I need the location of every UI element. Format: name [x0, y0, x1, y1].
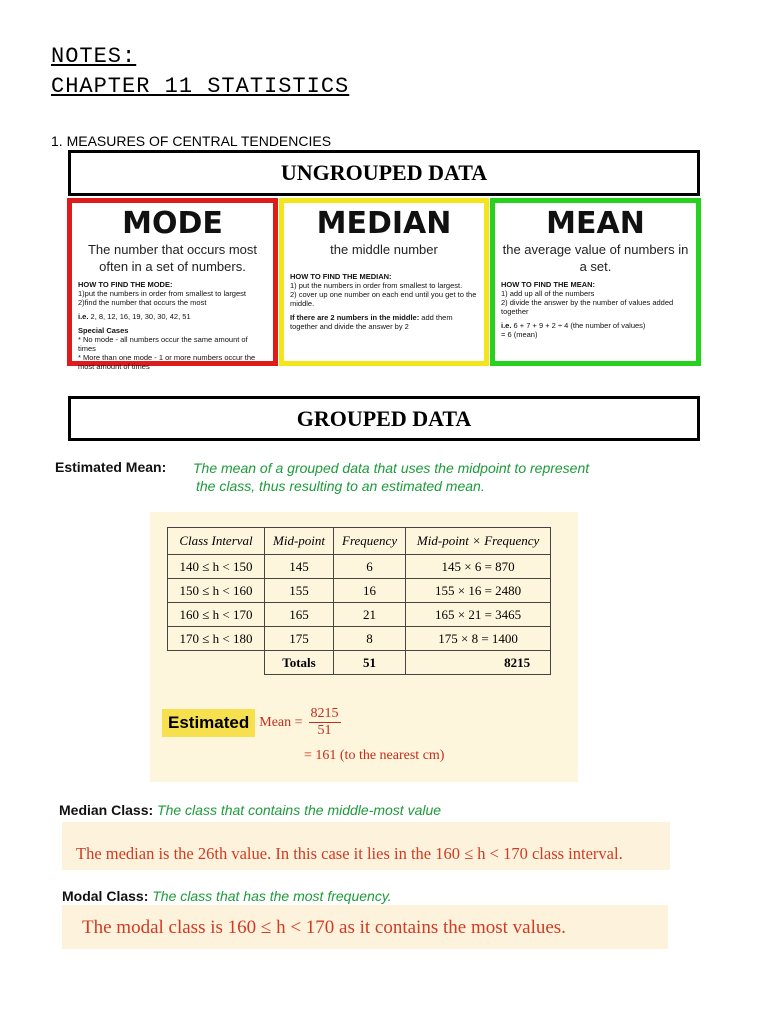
cell-interval: 150 ≤ h < 160	[168, 579, 265, 603]
median-step-2: 2) cover up one number on each end until you get to the middle.	[290, 290, 477, 308]
section-heading: 1. MEASURES OF CENTRAL TENDENCIES	[51, 133, 332, 149]
mode-step-1: 1)put the numbers in order from smallest to largest	[78, 289, 246, 298]
header-midpoint: Mid-point	[265, 528, 334, 555]
median-class-line	[59, 801, 441, 819]
mode-howto-heading: HOW TO FIND THE MODE:	[78, 280, 173, 289]
mode-subtitle: The number that occurs most often in a set of numbers.	[87, 242, 258, 274]
table-row	[168, 579, 551, 603]
header-class-interval: Class Interval	[168, 528, 265, 555]
table-row	[168, 603, 551, 627]
modal-statement-box	[62, 905, 668, 949]
cell-midpoint: 165	[265, 603, 334, 627]
mean-title: MEAN	[546, 206, 645, 241]
mean-card	[490, 198, 701, 366]
mean-example: 6 + 7 + 9 + 2 ÷ 4 (the number of values)	[513, 321, 646, 330]
estimated-mean-result: = 161 (to the nearest cm)	[304, 748, 445, 763]
mean-subtitle: the average value of numbers in a set.	[502, 242, 689, 274]
estimated-mean-label: Estimated Mean:	[55, 459, 167, 475]
cell-interval: 160 ≤ h < 170	[168, 603, 265, 627]
mode-special-heading: Special Cases	[78, 326, 129, 335]
estimated-mean-formula	[162, 706, 341, 739]
estimated-highlight: Estimated	[162, 709, 255, 737]
chapter-title: CHAPTER 11 STATISTICS	[51, 74, 350, 99]
estimated-mean-definition	[193, 459, 713, 495]
estimated-mean-panel	[150, 512, 578, 782]
median-class-label: Median Class:	[59, 802, 154, 818]
median-subtitle: the middle number	[330, 242, 438, 257]
modal-class-line	[62, 887, 392, 905]
cell-frequency: 16	[334, 579, 406, 603]
grouped-data-title: GROUPED DATA	[68, 396, 700, 441]
median-howto-heading: HOW TO FIND THE MEDIAN:	[290, 272, 392, 281]
fraction	[309, 706, 341, 739]
totals-empty-cell	[168, 651, 265, 675]
cell-frequency: 21	[334, 603, 406, 627]
ungrouped-data-title: UNGROUPED DATA	[68, 150, 700, 196]
mean-step-2: 2) divide the answer by the number of values added together	[501, 298, 674, 316]
mode-example-label: i.e.	[78, 312, 89, 321]
cell-interval: 140 ≤ h < 150	[168, 555, 265, 579]
header-frequency: Frequency	[334, 528, 406, 555]
cell-frequency: 6	[334, 555, 406, 579]
mean-equals: Mean =	[259, 714, 303, 730]
cell-midpoint: 175	[265, 627, 334, 651]
totals-frequency: 51	[334, 651, 406, 675]
notes-heading: NOTES:	[51, 44, 137, 69]
totals-label: Totals	[265, 651, 334, 675]
mode-special-1: * No mode - all numbers occur the same amount of times	[78, 335, 248, 353]
modal-class-label: Modal Class:	[62, 888, 149, 904]
median-card	[279, 198, 489, 366]
header-midpoint-frequency: Mid-point × Frequency	[406, 528, 551, 555]
totals-product: 8215	[406, 651, 551, 675]
median-class-definition: The class that contains the middle-most value	[157, 802, 442, 818]
median-two-label: If there are 2 numbers in the middle:	[290, 313, 420, 322]
mode-special-2: * More than one mode - 1 or more numbers occur the most amount of times	[78, 353, 256, 371]
cell-frequency: 8	[334, 627, 406, 651]
table-row	[168, 555, 551, 579]
estimated-mean-def-line-1: The mean of a grouped data that uses the midpoint to represent	[193, 460, 590, 476]
cell-product: 165 × 21 = 3465	[406, 603, 551, 627]
mean-example-result: = 6 (mean)	[501, 330, 538, 339]
fraction-numerator: 8215	[310, 706, 339, 721]
modal-class-definition: The class that has the most frequency.	[152, 888, 392, 904]
cell-midpoint: 145	[265, 555, 334, 579]
estimated-mean-def-line-2: the class, thus resulting to an estimated mean.	[196, 478, 485, 494]
ungrouped-cards	[67, 198, 701, 371]
median-statement-box	[62, 822, 670, 870]
mode-title: MODE	[122, 206, 223, 241]
cell-midpoint: 155	[265, 579, 334, 603]
mode-card	[67, 198, 278, 371]
table-header-row	[168, 528, 551, 555]
table-row	[168, 627, 551, 651]
mean-howto-heading: HOW TO FIND THE MEAN:	[501, 280, 596, 289]
cell-product: 145 × 6 = 870	[406, 555, 551, 579]
fraction-denominator: 51	[317, 723, 332, 738]
mean-example-label: i.e.	[501, 321, 512, 330]
median-step-1: 1) put the numbers in order from smallest to largest.	[290, 281, 463, 290]
cell-product: 155 × 16 = 2480	[406, 579, 551, 603]
median-title: MEDIAN	[316, 206, 452, 241]
cell-product: 175 × 8 = 1400	[406, 627, 551, 651]
frequency-table	[167, 527, 551, 675]
median-two-text: add them together and divide the answer by 2	[290, 313, 453, 331]
modal-statement: The modal class is 160 ≤ h < 170 as it contains the most values.	[82, 917, 566, 938]
median-statement: The median is the 26th value. In this case it lies in the 160 ≤ h < 170 class interval.	[76, 844, 623, 863]
mean-step-1: 1) add up all of the numbers	[501, 289, 595, 298]
table-totals-row	[168, 651, 551, 675]
cell-interval: 170 ≤ h < 180	[168, 627, 265, 651]
mode-example: 2, 8, 12, 16, 19, 30, 30, 42, 51	[90, 312, 191, 321]
mode-step-2: 2)find the number that occurs the most	[78, 298, 207, 307]
